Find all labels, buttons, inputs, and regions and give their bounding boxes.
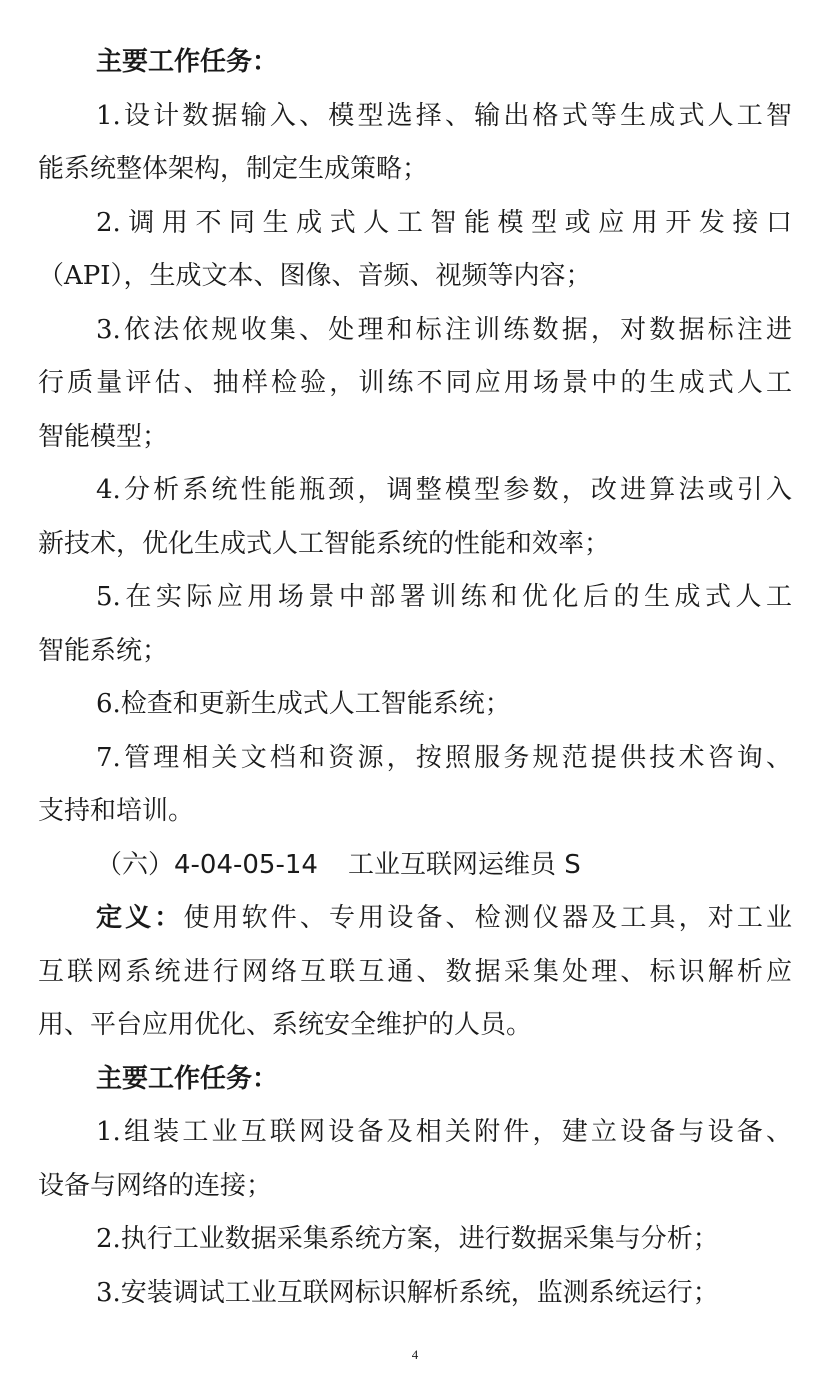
task-item-5: 5.在实际应用场景中部署训练和优化后的生成式人工	[96, 582, 792, 612]
definition-line-3: 用、平台应用优化、系统安全维护的人员。	[38, 1010, 533, 1040]
task-item-3-continued: 行质量评估、抽样检验，训练不同应用场景中的生成式人工	[38, 368, 792, 398]
task-item-1-continued: 能系统整体架构，制定生成策略；	[38, 154, 429, 184]
page-number: 4	[411, 1347, 419, 1362]
task-item-7: 7.管理相关文档和资源，按照服务规范提供技术咨询、	[96, 742, 792, 773]
task-item-5-continued: 智能系统；	[38, 635, 169, 666]
task2-item-2: 2.执行工业数据采集系统方案，进行数据采集与分析；	[96, 1224, 719, 1254]
definition-label: 定义：	[96, 903, 184, 933]
task-item-1: 1.设计数据输入、模型选择、输出格式等生成式人工智	[96, 100, 792, 131]
task-item-4-continued: 新技术，优化生成式人工智能系统的性能和效率；	[38, 528, 611, 559]
task-item-3: 3.依法依规收集、处理和标注训练数据，对数据标注进	[96, 314, 792, 345]
task-item-3-end: 智能模型；	[38, 421, 169, 452]
task2-item-1: 1.组装工业互联网设备及相关附件，建立设备与设备、	[96, 1117, 792, 1147]
task-item-2: 2.调用不同生成式人工智能模型或应用开发接口	[96, 207, 792, 238]
occupation-heading	[38, 839, 792, 893]
task-item-2-continued: （API），生成文本、图像、音频、视频等内容；	[38, 261, 592, 291]
occupation-title: 工业互联网运维员 S	[347, 849, 581, 880]
document-page	[38, 36, 792, 1320]
occupation-code: （六）4-04-05-14	[96, 849, 318, 880]
definition-line-1	[38, 892, 792, 946]
section-heading-main-tasks: 主要工作任务：	[96, 47, 279, 77]
task2-item-3: 3.安装调试工业互联网标识解析系统，监测系统运行；	[96, 1277, 719, 1308]
task-item-4: 4.分析系统性能瓶颈，调整模型参数，改进算法或引入	[96, 475, 792, 505]
task2-item-1-continued: 设备与网络的连接；	[38, 1170, 273, 1201]
definition-line-2: 互联网系统进行网络互联互通、数据采集处理、标识解析应	[38, 956, 792, 987]
section-heading-main-tasks-2: 主要工作任务：	[96, 1063, 279, 1094]
task-item-7-continued: 支持和培训。	[38, 796, 195, 826]
task-item-6: 6.检查和更新生成式人工智能系统；	[96, 689, 511, 719]
definition-text: 使用软件、专用设备、检测仪器及工具，对工业	[183, 903, 792, 933]
